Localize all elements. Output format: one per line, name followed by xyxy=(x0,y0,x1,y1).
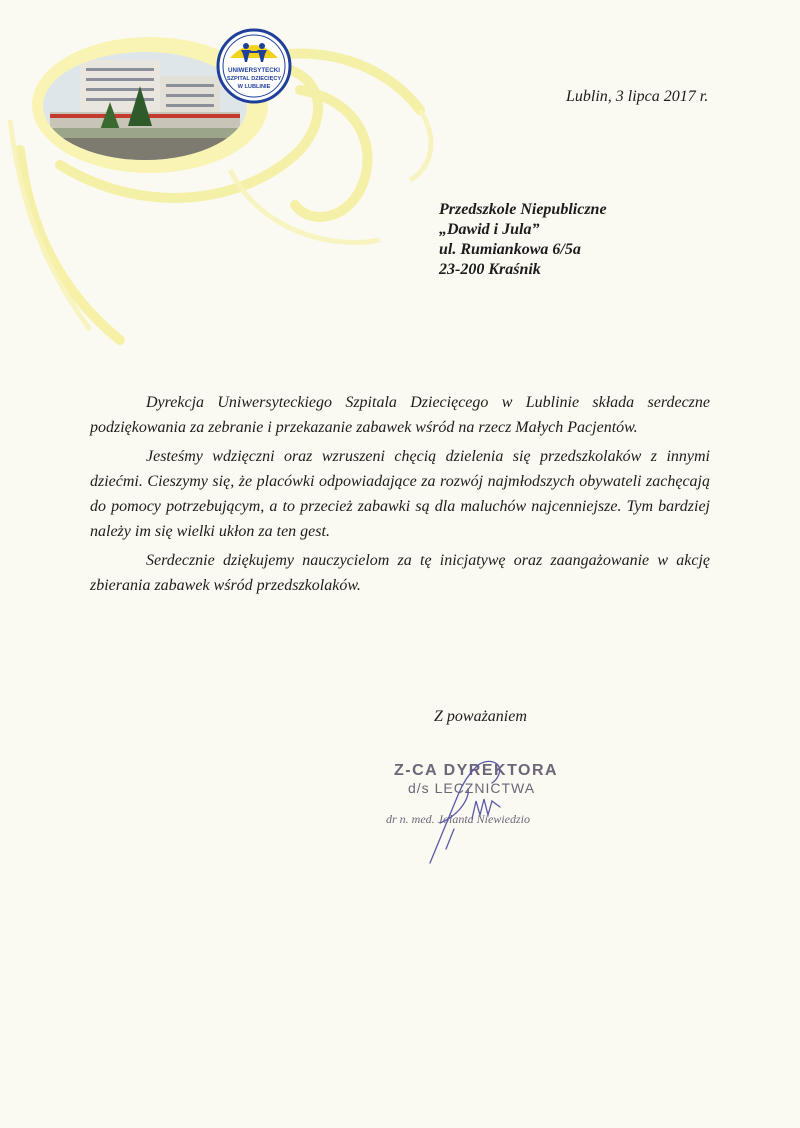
body-paragraph-2: Jesteśmy wdzięczni oraz wzruszeni chęcią dzielenia się przedszkolaków z innymi dziećmi. Cieszymy się, że placówki odpowiadające za rozwój najmłodszych obywateli zachęcają do pomocy potrzebującym, a to przecież zabawki są dla maluchów najcenniejsze. Tym bardziej należy im się wielki ukłon za ten gest. xyxy=(90,448,710,540)
recipient-line-2: „Dawid i Jula” xyxy=(439,221,540,238)
closing-phrase: Z poważaniem xyxy=(434,708,527,725)
hospital-seal-logo xyxy=(216,28,292,104)
stamp-department: d/s LECZNICTWA xyxy=(408,780,536,796)
seal-text-2: SZPITAL DZIECIĘCY xyxy=(226,76,282,82)
stamp-title: Z-CA DYREKTORA xyxy=(394,762,559,779)
recipient-line-1: Przedszkole Niepubliczne xyxy=(439,201,607,218)
letter-body xyxy=(90,390,710,602)
seal-text-1: UNIWERSYTECKI xyxy=(228,67,280,74)
recipient-line-4: 23-200 Kraśnik xyxy=(439,261,541,278)
stamp-signatory: dr n. med. Jolanta Niewiedzio xyxy=(386,812,530,826)
body-paragraph-3: Serdecznie dziękujemy nauczycielom za tę inicjatywę oraz zaangażowanie w akcję zbierania zabawek wśród przedszkolaków. xyxy=(90,552,710,594)
recipient-address xyxy=(439,200,607,280)
recipient-line-3: ul. Rumiankowa 6/5a xyxy=(439,241,581,258)
body-paragraph-1: Dyrekcja Uniwersyteckiego Szpitala Dziecięcego w Lublinie składa serdeczne podziękowania za zebranie i przekazanie zabawek wśród na rzecz Małych Pacjentów. xyxy=(90,394,710,436)
handwritten-signature xyxy=(410,745,560,870)
letter-date: Lublin, 3 lipca 2017 r. xyxy=(566,88,709,105)
seal-text-3: W LUBLINIE xyxy=(237,84,271,90)
